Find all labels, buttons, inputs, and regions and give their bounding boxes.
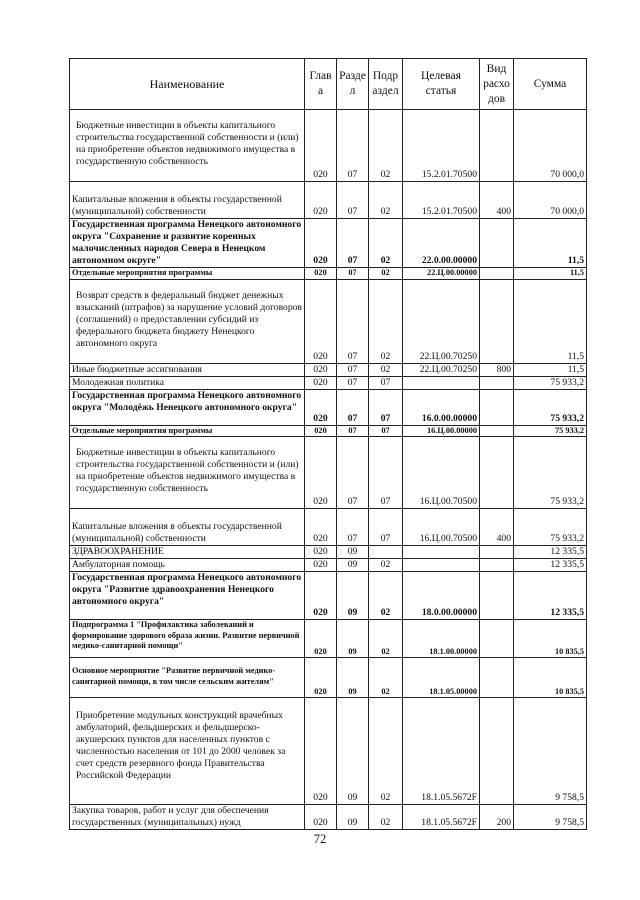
cell-target: 22.Ц.00.70250 bbox=[403, 363, 480, 376]
cell-glava: 020 bbox=[305, 698, 337, 805]
cell-razdel: 07 bbox=[337, 376, 369, 389]
cell-target: 18.0.00.00000 bbox=[403, 572, 480, 620]
cell-razdel: 09 bbox=[337, 658, 369, 698]
cell-razdel: 07 bbox=[337, 425, 369, 437]
cell-target bbox=[403, 559, 480, 572]
cell-razdel: 09 bbox=[337, 620, 369, 658]
cell-razdel: 09 bbox=[337, 572, 369, 620]
cell-target bbox=[403, 546, 480, 559]
cell-vid bbox=[480, 376, 514, 389]
cell-name: Отдельные мероприятия программы bbox=[70, 268, 305, 280]
cell-razdel: 07 bbox=[337, 279, 369, 363]
cell-name: Приобретение модульных конструкций врачебных амбулаторий, фельдшерских и фельдшерско-акушерских пунктов для населенных пунктов с численностью населения от 101 до 2000 человек за счет средств резервного фонда Правительства Российской Федерации bbox=[70, 698, 305, 805]
cell-vid bbox=[480, 698, 514, 805]
header-podrazdel: Подр аздел bbox=[369, 59, 403, 110]
cell-podrazdel: 02 bbox=[369, 219, 403, 268]
table-row bbox=[70, 110, 587, 182]
cell-target: 22.Ц.00.70250 bbox=[403, 279, 480, 363]
header-vid: Вид расхо дов bbox=[480, 59, 514, 110]
header-glava: Глав а bbox=[305, 59, 337, 110]
cell-vid bbox=[480, 219, 514, 268]
cell-name: Закупка товаров, работ и услуг для обеспечения государственных (муниципальных) нужд bbox=[70, 805, 305, 830]
cell-name: Капитальные вложения в объекты государственной (муниципальной) собственности bbox=[70, 509, 305, 546]
cell-name: Амбулаторная помощь bbox=[70, 559, 305, 572]
table-row bbox=[70, 546, 587, 559]
cell-sum: 75 933,2 bbox=[514, 389, 587, 425]
cell-glava: 020 bbox=[305, 389, 337, 425]
cell-podrazdel: 07 bbox=[369, 389, 403, 425]
cell-target: 18.1.05.5672F bbox=[403, 805, 480, 830]
cell-vid bbox=[480, 389, 514, 425]
cell-vid: 400 bbox=[480, 182, 514, 219]
table-row bbox=[70, 363, 587, 376]
cell-vid bbox=[480, 279, 514, 363]
cell-target: 18.1.05.5672F bbox=[403, 698, 480, 805]
table-row bbox=[70, 805, 587, 830]
table-row bbox=[70, 279, 587, 363]
cell-name: Подпрограмма 1 "Профилактика заболеваний и формирование здорового образа жизни. Развитие первичной медико-санитарной помощи" bbox=[70, 620, 305, 658]
cell-podrazdel: 02 bbox=[369, 182, 403, 219]
cell-podrazdel: 07 bbox=[369, 376, 403, 389]
cell-podrazdel: 02 bbox=[369, 658, 403, 698]
cell-glava: 020 bbox=[305, 658, 337, 698]
cell-podrazdel: 02 bbox=[369, 279, 403, 363]
cell-sum: 12 335,5 bbox=[514, 559, 587, 572]
cell-sum: 10 835,5 bbox=[514, 658, 587, 698]
cell-glava: 020 bbox=[305, 268, 337, 280]
budget-table bbox=[69, 58, 587, 830]
cell-name: Государственная программа Ненецкого автономного округа "Молодёжь Ненецкого автономного округа" bbox=[70, 389, 305, 425]
cell-glava: 020 bbox=[305, 279, 337, 363]
table-row bbox=[70, 219, 587, 268]
table-row bbox=[70, 425, 587, 437]
cell-glava: 020 bbox=[305, 559, 337, 572]
cell-sum: 10 835,5 bbox=[514, 620, 587, 658]
cell-vid bbox=[480, 572, 514, 620]
cell-glava: 020 bbox=[305, 620, 337, 658]
cell-glava: 020 bbox=[305, 572, 337, 620]
cell-vid bbox=[480, 620, 514, 658]
cell-razdel: 07 bbox=[337, 509, 369, 546]
cell-podrazdel: 02 bbox=[369, 110, 403, 182]
cell-razdel: 07 bbox=[337, 389, 369, 425]
cell-target: 16.Ц.00.00000 bbox=[403, 425, 480, 437]
cell-vid bbox=[480, 268, 514, 280]
cell-vid bbox=[480, 110, 514, 182]
cell-glava: 020 bbox=[305, 805, 337, 830]
cell-name: Государственная программа Ненецкого автономного округа "Сохранение и развитие коренных малочисленных народов Севера в Ненецком автономном округе" bbox=[70, 219, 305, 268]
cell-vid: 800 bbox=[480, 363, 514, 376]
cell-vid bbox=[480, 425, 514, 437]
cell-razdel: 07 bbox=[337, 110, 369, 182]
cell-target: 15.2.01.70500 bbox=[403, 110, 480, 182]
table-header-row bbox=[70, 59, 587, 110]
cell-podrazdel: 02 bbox=[369, 572, 403, 620]
cell-glava: 020 bbox=[305, 546, 337, 559]
cell-glava: 020 bbox=[305, 425, 337, 437]
cell-razdel: 07 bbox=[337, 268, 369, 280]
cell-glava: 020 bbox=[305, 376, 337, 389]
cell-name: Основное мероприятие "Развитие первичной медико-санитарной помощи, в том числе сельским жителям" bbox=[70, 658, 305, 698]
cell-target: 16.Ц.00.70500 bbox=[403, 509, 480, 546]
cell-name: Возврат средств в федеральный бюджет денежных взысканий (штрафов) за нарушение условий договоров (соглашений) о предоставлении субсидий из федерального бюджета бюджету Ненецкого автономного округа bbox=[70, 279, 305, 363]
cell-podrazdel: 02 bbox=[369, 559, 403, 572]
cell-target: 18.1.00.00000 bbox=[403, 620, 480, 658]
cell-sum: 11,5 bbox=[514, 268, 587, 280]
cell-vid bbox=[480, 437, 514, 509]
cell-name: Бюджетные инвестиции в объекты капитального строительства государственной собственности и (или) на приобретение объектов недвижимого имущества в государственную собственность bbox=[70, 437, 305, 509]
cell-sum: 12 335,5 bbox=[514, 572, 587, 620]
cell-podrazdel: 02 bbox=[369, 698, 403, 805]
cell-name: Иные бюджетные ассигнования bbox=[70, 363, 305, 376]
cell-sum: 75 933,2 bbox=[514, 376, 587, 389]
table-row bbox=[70, 620, 587, 658]
cell-name: ЗДРАВООХРАНЕНИЕ bbox=[70, 546, 305, 559]
cell-sum: 75 933,2 bbox=[514, 437, 587, 509]
cell-podrazdel: 07 bbox=[369, 425, 403, 437]
cell-razdel: 07 bbox=[337, 363, 369, 376]
cell-vid: 200 bbox=[480, 805, 514, 830]
cell-razdel: 09 bbox=[337, 805, 369, 830]
cell-razdel: 07 bbox=[337, 437, 369, 509]
table-row bbox=[70, 182, 587, 219]
cell-podrazdel: 07 bbox=[369, 437, 403, 509]
cell-sum: 9 758,5 bbox=[514, 698, 587, 805]
cell-podrazdel: 07 bbox=[369, 509, 403, 546]
cell-target: 16.0.00.00000 bbox=[403, 389, 480, 425]
cell-target: 15.2.01.70500 bbox=[403, 182, 480, 219]
cell-sum: 9 758,5 bbox=[514, 805, 587, 830]
header-sum: Сумма bbox=[514, 59, 587, 110]
cell-target bbox=[403, 376, 480, 389]
cell-razdel: 09 bbox=[337, 546, 369, 559]
cell-razdel: 07 bbox=[337, 219, 369, 268]
cell-target: 18.1.05.00000 bbox=[403, 658, 480, 698]
cell-vid bbox=[480, 559, 514, 572]
cell-glava: 020 bbox=[305, 110, 337, 182]
cell-sum: 11,5 bbox=[514, 363, 587, 376]
header-name: Наименование bbox=[70, 59, 305, 110]
cell-sum: 75 933,2 bbox=[514, 425, 587, 437]
page-number: 72 bbox=[313, 832, 327, 846]
cell-sum: 11,5 bbox=[514, 219, 587, 268]
cell-name: Капитальные вложения в объекты государственной (муниципальной) собственности bbox=[70, 182, 305, 219]
cell-podrazdel: 02 bbox=[369, 805, 403, 830]
table-row bbox=[70, 509, 587, 546]
cell-sum: 11,5 bbox=[514, 279, 587, 363]
header-target: Целевая статья bbox=[403, 59, 480, 110]
cell-vid: 400 bbox=[480, 509, 514, 546]
table-row bbox=[70, 437, 587, 509]
cell-name: Государственная программа Ненецкого автономного округа "Развитие здравоохранения Ненецкого автономного округа" bbox=[70, 572, 305, 620]
table-row bbox=[70, 572, 587, 620]
table-row bbox=[70, 268, 587, 280]
cell-razdel: 09 bbox=[337, 698, 369, 805]
table-row bbox=[70, 698, 587, 805]
cell-target: 16.Ц.00.70500 bbox=[403, 437, 480, 509]
cell-razdel: 09 bbox=[337, 559, 369, 572]
cell-vid bbox=[480, 546, 514, 559]
cell-name: Бюджетные инвестиции в объекты капитального строительства государственной собственности и (или) на приобретение объектов недвижимого имущества в государственную собственность bbox=[70, 110, 305, 182]
table-row bbox=[70, 389, 587, 425]
cell-glava: 020 bbox=[305, 363, 337, 376]
table-row bbox=[70, 559, 587, 572]
cell-podrazdel: 02 bbox=[369, 620, 403, 658]
cell-podrazdel bbox=[369, 546, 403, 559]
header-razdel: Разде л bbox=[337, 59, 369, 110]
cell-podrazdel: 02 bbox=[369, 268, 403, 280]
cell-glava: 020 bbox=[305, 437, 337, 509]
cell-target: 22.0.00.00000 bbox=[403, 219, 480, 268]
cell-glava: 020 bbox=[305, 182, 337, 219]
cell-sum: 75 933,2 bbox=[514, 509, 587, 546]
cell-razdel: 07 bbox=[337, 182, 369, 219]
cell-vid bbox=[480, 658, 514, 698]
table-row bbox=[70, 376, 587, 389]
cell-sum: 12 335,5 bbox=[514, 546, 587, 559]
cell-name: Молодежная политика bbox=[70, 376, 305, 389]
cell-glava: 020 bbox=[305, 219, 337, 268]
cell-podrazdel: 02 bbox=[369, 363, 403, 376]
table-row bbox=[70, 658, 587, 698]
cell-glava: 020 bbox=[305, 509, 337, 546]
cell-name: Отдельные мероприятия программы bbox=[70, 425, 305, 437]
cell-target: 22.Ц.00.00000 bbox=[403, 268, 480, 280]
cell-sum: 70 000,0 bbox=[514, 110, 587, 182]
cell-sum: 70 000,0 bbox=[514, 182, 587, 219]
